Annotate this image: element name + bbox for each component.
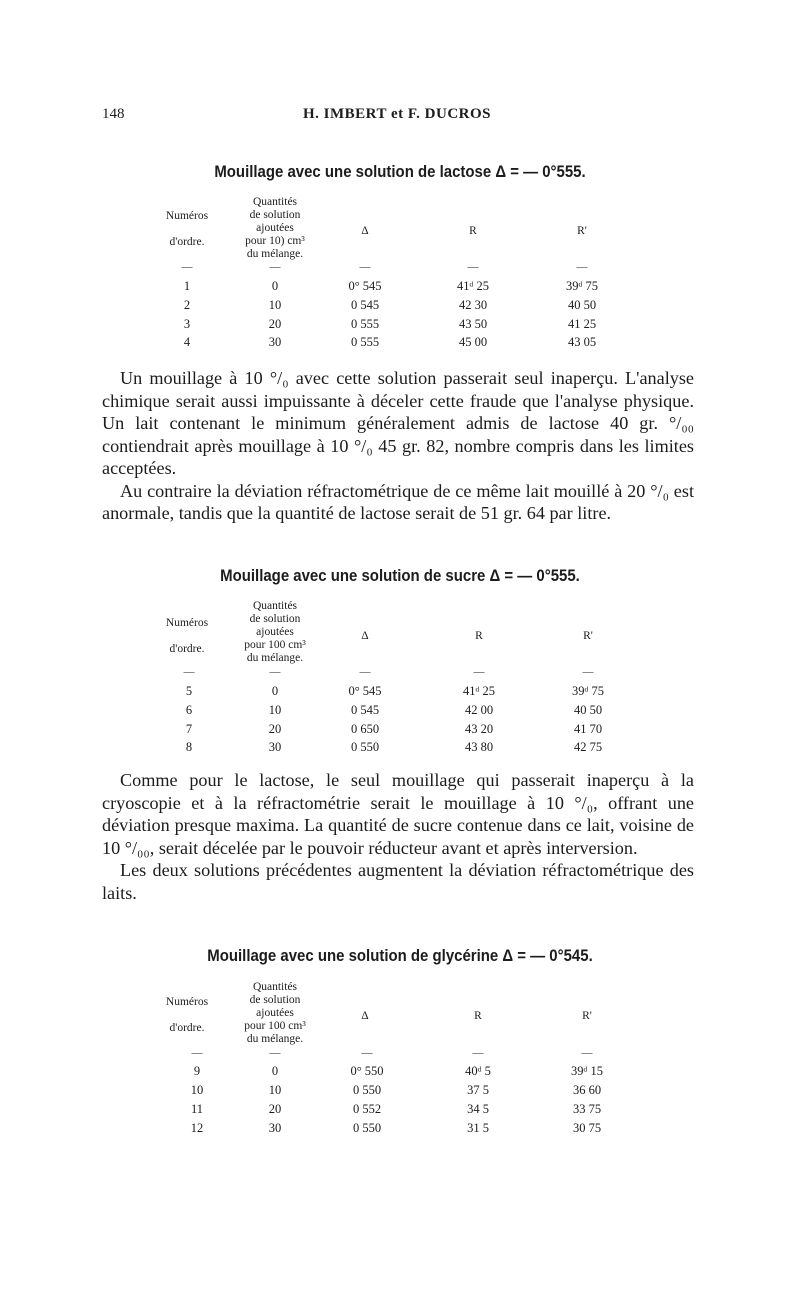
dash: — [582,666,594,678]
col-header-rp: R' [583,630,593,642]
col-header-quantites: Quantités de solution ajoutées pour 10) cm³ du mélange. [245,196,305,260]
page-number: 148 [102,106,125,122]
paragraph-lactose [102,367,694,525]
dash: — [269,1047,281,1059]
dash: — [269,261,281,273]
table-title: Mouillage avec une solution de lactose Δ = — 0°555. [214,162,586,181]
col-header-quantites: Quantités de solution ajoutées pour 100 cm³ du mélange. [244,600,306,664]
col-header-numeros: Numéros d'ordre. [165,996,209,1034]
paragraph: Un mouillage à 10 °/₀ avec cette solution passerait seul inaperçu. L'analyse chimique serait aussi impuissante à déceler cette fraude que l'analyse physique. Un lait contenant le minimum généralement admis de lactose 40 gr. °/₀₀ contiendrait après mouillage à 10 °/₀ 45 gr. 82, nombre compris dans les limites acceptées. [102,368,694,478]
page-header [102,106,692,128]
table-title: Mouillage avec une solution de sucre Δ = — 0°555. [220,566,580,585]
col-header-delta: Δ [361,225,369,237]
col-header-rp: R' [577,225,587,237]
dash: — [359,261,371,273]
col-header-numeros: Numéros d'ordre. [165,210,209,248]
dash: — [473,666,485,678]
running-title: H. IMBERT et F. DUCROS [303,106,491,122]
col-header-r: R [474,1010,482,1022]
col-header-quantites: Quantités de solution ajoutées pour 100 cm³ du mélange. [244,981,306,1045]
col-header-numeros: Numéros d'ordre. [165,617,209,655]
dash: — [581,1047,593,1059]
paragraph: Les deux solutions précédentes augmentent la déviation réfractométrique des laits. [102,860,694,903]
dash: — [576,261,588,273]
dash: — [361,1047,373,1059]
page: 148 H. IMBERT et F. DUCROS Mouillage avec une solution de lactose Δ = — 0°555. Numéros d'ordre. Quantités de solution ajoutées pour 10) cm³ du mélange. Δ R R' — — — — — 1 0 0° 545 41ᵈ 25 39ᵈ 75 2 10 0 545 42 30 40 50 3 20 0 555 43 50 41 25 4 30 0 555 45 00 43 05 Un mouillage à 10 °/₀ avec cette solution passerait seul inaperçu. L'analyse chimique serait aussi impuissante à déceler cette fraude que l'analyse physique. Un lait contenant le minimum généralement admis de lactose 40 gr. °/₀₀ contiendrait après mouillage à 10 °/₀ 45 gr. 82, nombre compris dans les limites acceptées. Au contraire la déviation réfractométrique de ce même lait mouillé à 20 °/₀ est anormale, tandis que la quantité de lactose serait de 51 gr. 64 par litre. Mouillage avec une solution de sucre Δ = — 0°555. Numéros d'ordre. Quantités de solution ajoutées pour 100 cm³ du mélange. Δ R R' — — — — — 5 0 0° 545 41ᵈ 25 39ᵈ 75 6 10 0 545 42 00 40 50 7 20 0 650 43 20 41 70 8 30 0 550 43 80 42 75 Comme pour le lactose, le seul mouillage qui passerait inaperçu à la cryoscopie et à la réfractométrie serait le mouillage à 10 °/₀, offrant une déviation presque maxima. La quantité de sucre contenue dans ce lait, voisine de 10 °/₀₀, serait décelée par le pouvoir réducteur avant et après interversion. Les deux solutions précédentes augmentent la déviation réfractométrique des laits. Mouillage avec une solution de glycérine Δ = — 0°545. Numéros d'ordre. Quantités de solution ajoutées pour 100 cm³ du mélange. Δ R R' — — — — — 9 0 0° 550 40ᵈ 5 39ᵈ 15 10 10 0 550 37 5 36 60 11 20 0 552 34 5 33 75 12 30 0 550 31 5 30 75 [0,0,800,1291]
dash: — [181,261,193,273]
table-title: Mouillage avec une solution de glycérine Δ = — 0°545. [207,946,593,965]
dash: — [269,666,281,678]
paragraph: Au contraire la déviation réfractométrique de ce même lait mouillé à 20 °/₀ est anormale, tandis que la quantité de lactose serait de 51 gr. 64 par litre. [102,480,694,523]
dash: — [183,666,195,678]
paragraph-sucre [102,769,694,904]
col-header-r: R [469,225,477,237]
dash: — [191,1047,203,1059]
col-header-delta: Δ [361,630,369,642]
paragraph: Comme pour le lactose, le seul mouillage qui passerait inaperçu à la cryoscopie et à la réfractométrie serait le mouillage à 10 °/₀, offrant une déviation presque maxima. La quantité de sucre contenue dans ce lait, voisine de 10 °/₀₀, serait décelée par le pouvoir réducteur avant et après interversion. [102,770,694,858]
col-header-rp: R' [582,1010,592,1022]
col-header-delta: Δ [361,1010,369,1022]
dash: — [359,666,371,678]
dash: — [472,1047,484,1059]
col-header-r: R [475,630,483,642]
dash: — [467,261,479,273]
